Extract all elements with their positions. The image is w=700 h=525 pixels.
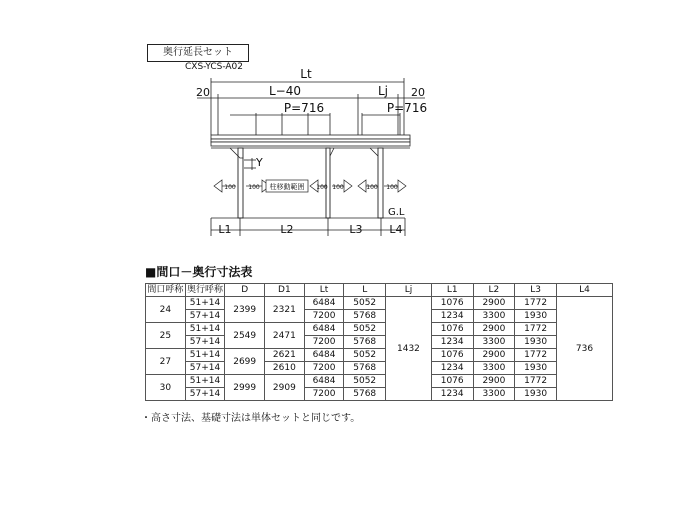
cell-l3: 1930	[515, 362, 557, 375]
cell-l: 5052	[344, 323, 386, 336]
cell-width: 27	[146, 349, 186, 375]
col-header: L2	[473, 284, 515, 297]
col-header: L	[344, 284, 386, 297]
cell-lt: 6484	[304, 349, 344, 362]
cell-lt: 6484	[304, 323, 344, 336]
col-header: L4	[556, 284, 612, 297]
col-header: 奥行呼称	[187, 285, 224, 295]
cell-l3: 1930	[515, 388, 557, 401]
cell-width: 30	[146, 375, 186, 401]
col-header: 間口呼称	[147, 285, 184, 295]
col-header: Lt	[304, 284, 344, 297]
cell-l4: 736	[556, 297, 612, 401]
cell-depth: 57+14	[185, 362, 225, 375]
label-l2: L2	[280, 223, 294, 236]
cell-depth: 51+14	[185, 323, 225, 336]
table-row	[146, 375, 613, 388]
cell-l: 5768	[344, 388, 386, 401]
footnote: ・高さ寸法、基礎寸法は単体セットと同じです。	[141, 413, 361, 424]
table-row	[146, 310, 613, 323]
label-100-4: 100	[332, 184, 344, 191]
cell-l1: 1076	[431, 297, 473, 310]
cell-l1: 1076	[431, 349, 473, 362]
cell-d: 2999	[225, 375, 265, 401]
label-l1: L1	[218, 223, 232, 236]
cell-depth: 51+14	[185, 375, 225, 388]
table-row	[146, 323, 613, 336]
table-row	[146, 336, 613, 349]
cell-l3: 1772	[515, 297, 557, 310]
col-header: D1	[265, 284, 305, 297]
cell-l2: 3300	[473, 336, 515, 349]
cell-depth: 57+14	[185, 336, 225, 349]
table-row	[146, 349, 613, 362]
cell-l2: 2900	[473, 375, 515, 388]
label-left-20: 20	[196, 86, 210, 99]
cell-l3: 1930	[515, 336, 557, 349]
dimension-table	[145, 283, 613, 401]
table-row	[146, 297, 613, 310]
cell-l1: 1234	[431, 336, 473, 349]
cell-l: 5768	[344, 336, 386, 349]
label-gl: G.L	[388, 207, 405, 218]
cell-depth: 51+14	[185, 297, 225, 310]
cell-l: 5052	[344, 375, 386, 388]
cell-d1: 2621	[265, 349, 305, 362]
label-l-minus-40: L−40	[268, 84, 302, 98]
section-title: ■間口－奥行寸法表	[145, 265, 253, 279]
cell-width: 24	[146, 297, 186, 323]
label-100-2: 100	[248, 184, 260, 191]
cell-d: 2399	[225, 297, 265, 323]
cell-l3: 1772	[515, 349, 557, 362]
cell-l2: 2900	[473, 297, 515, 310]
cell-d1: 2610	[265, 362, 305, 375]
cell-lt: 7200	[304, 336, 344, 349]
cell-lt: 6484	[304, 375, 344, 388]
cell-l1: 1076	[431, 375, 473, 388]
cell-d: 2549	[225, 323, 265, 349]
cell-l3: 1930	[515, 310, 557, 323]
label-lt: Lt	[300, 67, 312, 81]
roof-beam	[211, 135, 410, 148]
cell-lj: 1432	[386, 297, 432, 401]
post-3	[378, 148, 383, 218]
cell-l: 5052	[344, 349, 386, 362]
cell-l3: 1772	[515, 323, 557, 336]
cell-lt: 7200	[304, 362, 344, 375]
bracket-3	[370, 148, 378, 156]
cell-l2: 2900	[473, 349, 515, 362]
label-right-20: 20	[411, 86, 425, 99]
post-2	[326, 148, 330, 218]
cell-d1: 2909	[265, 375, 305, 401]
cell-l2: 2900	[473, 323, 515, 336]
cell-l1: 1234	[431, 362, 473, 375]
label-post-range: 柱移動範囲	[269, 183, 305, 191]
label-pitch-a: P=716	[283, 101, 325, 115]
cell-l2: 3300	[473, 362, 515, 375]
col-header: Lj	[386, 284, 432, 297]
side-elevation-drawing	[0, 0, 700, 260]
cell-l: 5768	[344, 310, 386, 323]
cell-l1: 1234	[431, 310, 473, 323]
arrow-right-3	[398, 180, 406, 192]
cell-l3: 1772	[515, 375, 557, 388]
arrow-left-1	[214, 180, 222, 192]
label-pitch-b: P=716	[386, 101, 428, 115]
cell-d: 2699	[225, 349, 265, 375]
cell-lt: 6484	[304, 297, 344, 310]
cell-l1: 1076	[431, 323, 473, 336]
table-row	[146, 388, 613, 401]
label-100-5: 100	[366, 184, 378, 191]
cell-l: 5052	[344, 297, 386, 310]
label-lj: Lj	[377, 84, 389, 98]
label-100-6: 100	[386, 184, 398, 191]
cell-l1: 1234	[431, 388, 473, 401]
cell-d1: 2471	[265, 323, 305, 349]
col-header: L1	[431, 284, 473, 297]
cell-lt: 7200	[304, 310, 344, 323]
label-100-3: 100	[316, 184, 328, 191]
label-l4: L4	[389, 223, 403, 236]
product-code: CXS-YCS-A02	[185, 62, 244, 72]
col-header: D	[225, 284, 265, 297]
cell-depth: 51+14	[185, 349, 225, 362]
bracket-2	[330, 148, 334, 156]
label-y: Y	[256, 156, 263, 169]
cell-width: 25	[146, 323, 186, 349]
post-1	[238, 148, 243, 218]
cell-l: 5768	[344, 362, 386, 375]
label-l3: L3	[349, 223, 363, 236]
table-header-row	[146, 284, 613, 297]
cell-l2: 3300	[473, 388, 515, 401]
cell-depth: 57+14	[185, 388, 225, 401]
arrow-left-3	[358, 180, 366, 192]
set-title: 奥行延長セット	[147, 44, 249, 62]
cell-depth: 57+14	[185, 310, 225, 323]
table-row	[146, 362, 613, 375]
cell-lt: 7200	[304, 388, 344, 401]
label-100-1: 100	[224, 184, 236, 191]
cell-l2: 3300	[473, 310, 515, 323]
col-header: L3	[515, 284, 557, 297]
cell-d1: 2321	[265, 297, 305, 323]
arrow-right-2	[344, 180, 352, 192]
